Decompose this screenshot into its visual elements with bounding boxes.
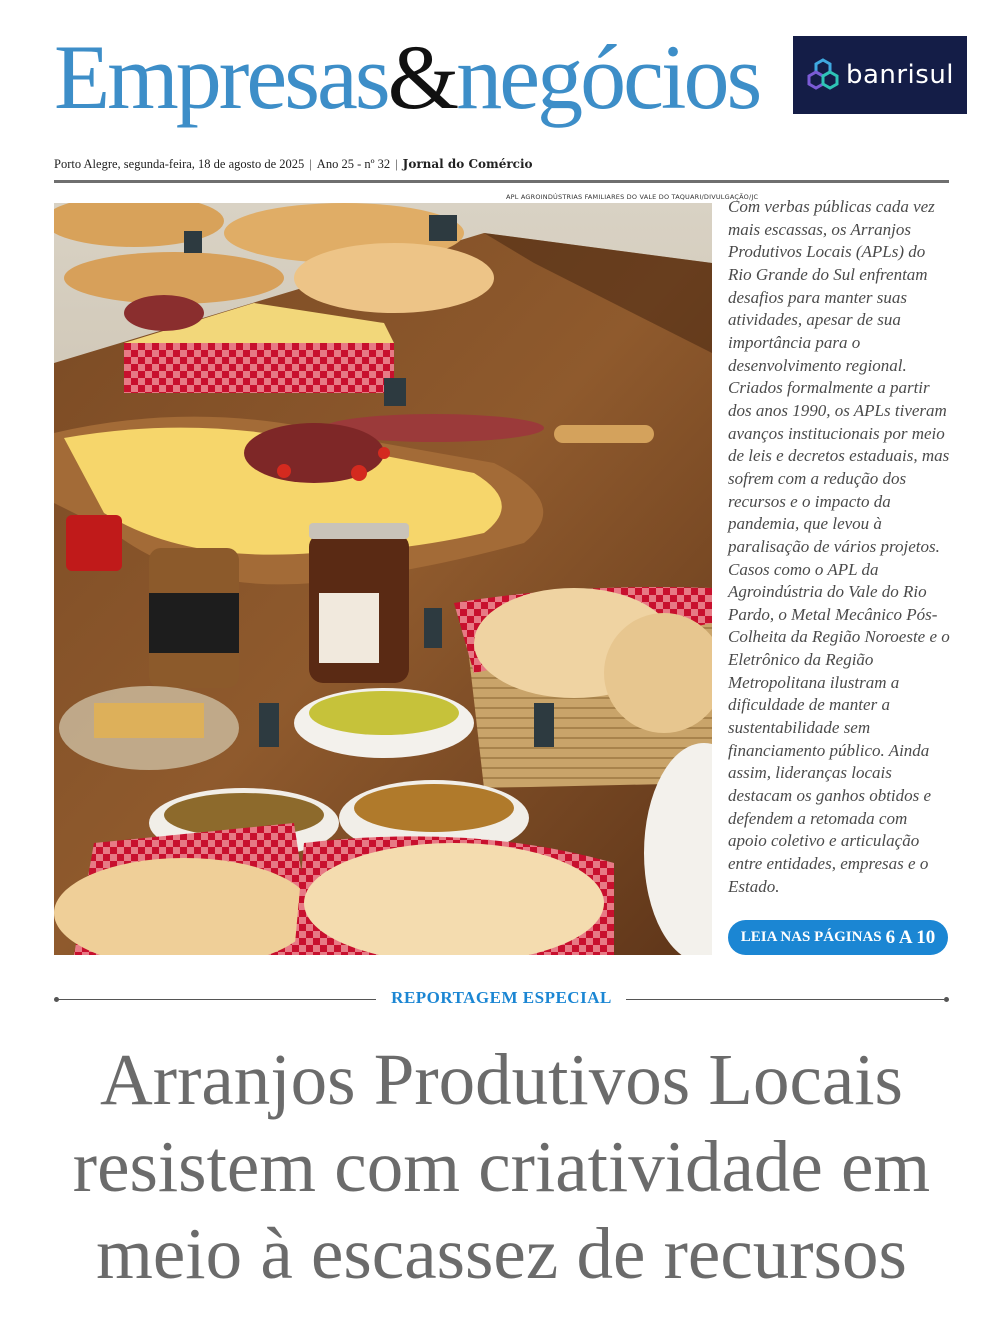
read-pages-prefix: LEIA NAS PÁGINAS [740, 929, 882, 945]
dateline-paper: Jornal do Comércio [402, 157, 533, 171]
dateline-place-date: Porto Alegre, segunda-feira, 18 de agosto de 2025 [54, 157, 305, 171]
masthead-part1: Empresas [54, 26, 388, 128]
headline[interactable]: Arranjos Produtivos Locais resistem com criatividade em meio à escassez de recursos [72, 1039, 931, 1294]
masthead-ampersand: & [387, 26, 457, 128]
header-rule [54, 180, 949, 183]
sponsor-name: banrisul [845, 60, 955, 90]
photo-credit: APL AGROINDÚSTRIAS FAMILIARES DO VALE DO TAQUARI/DIVULGAÇÃO/JC [506, 193, 759, 201]
food-spread-photo [54, 203, 712, 955]
sponsor-banner[interactable] [793, 36, 967, 114]
dateline [54, 157, 949, 177]
lead-paragraph: Com verbas públicas cada vez mais escassas, os Arranjos Produtivos Locais (APLs) do Rio Grande do Sul enfrentam desafios para manter suas atividades, apesar de sua importância para o desenvolvimento regional. Criados formalmente a partir dos anos 1990, os APLs tiveram avanços institucionais por meio de leis e decretos estaduais, mas sofrem com a redução dos recursos e o impacto da pandemia, que levou à paralisação de vários projetos. Casos como o APL da Agroindústria do Vale do Rio Pardo, o Metal Mecânico Pós-Colheita da Região Noroeste e o Eletrônico da Região Metropolitana ilustram a dificuldade de manter a sustentabilidade sem financiamento público. Ainda assim, lideranças locais destacam os ganhos obtidos e defendem a retomada com apoio coletivo e articulação entre entidades, empresas e o Estado. [728, 197, 950, 896]
section-divider [54, 988, 949, 1012]
read-pages-range: 6 A 10 [885, 926, 936, 948]
masthead-part2: negócios [456, 26, 760, 128]
dateline-separator: | [395, 157, 398, 171]
dateline-edition: Ano 25 - nº 32 [316, 157, 391, 171]
section-label: REPORTAGEM ESPECIAL [391, 988, 612, 1007]
masthead-title [54, 22, 774, 142]
read-pages-button[interactable] [728, 920, 948, 955]
hexagon-cluster-icon [806, 58, 840, 92]
dateline-separator: | [309, 157, 312, 171]
